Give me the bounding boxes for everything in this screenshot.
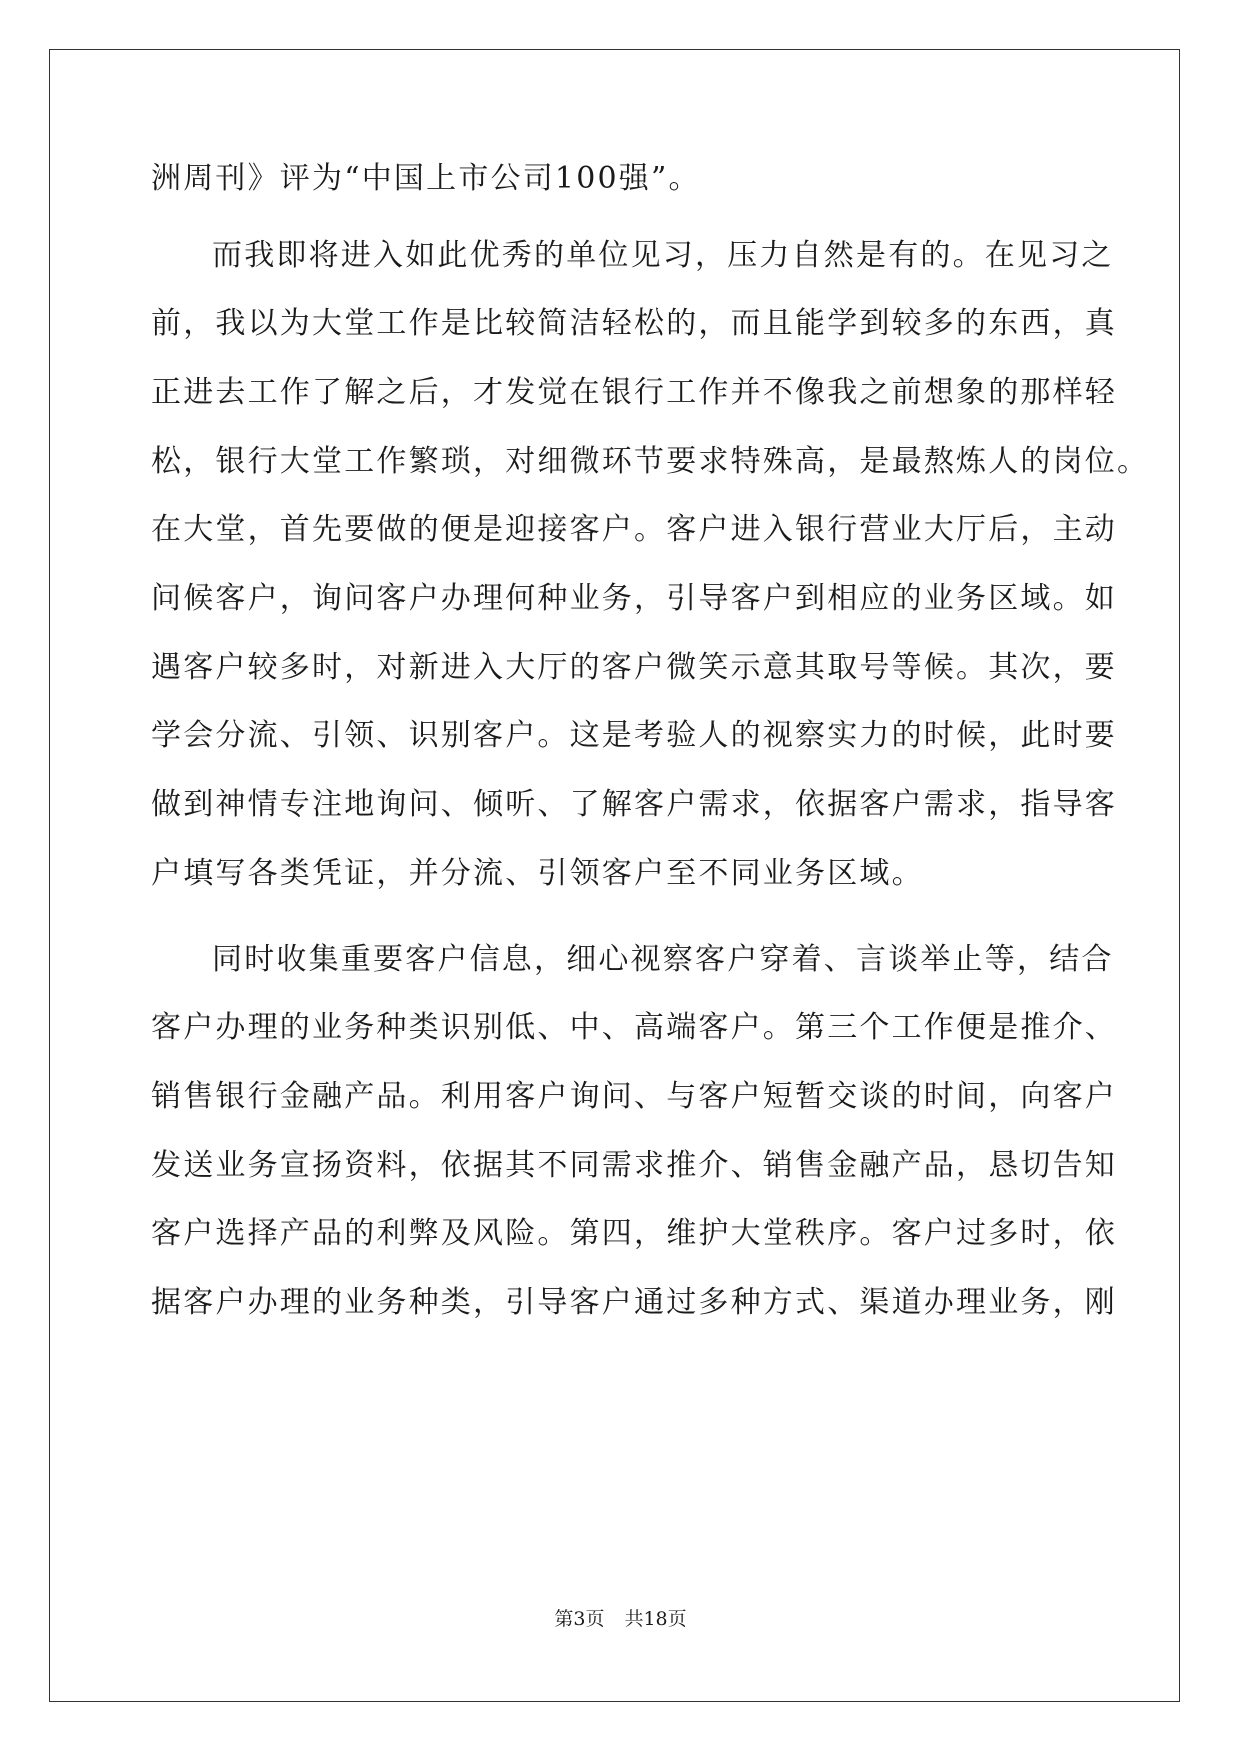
text-line: 洲周刊》评为“中国上市公司100强”。 (151, 161, 701, 196)
text-line: 客户办理的业务种类识别低、中、高端客户。第三个工作便是推介、 (151, 1010, 1117, 1045)
page-footer (0, 1607, 1241, 1631)
page-number: 第3页 (554, 1608, 605, 1630)
text-line: 户填写各类凭证，并分流、引领客户至不同业务区域。 (151, 856, 924, 891)
text-line: 学会分流、引领、识别客户。这是考验人的视察实力的时候，此时要 (151, 718, 1117, 753)
text-line: 遇客户较多时，对新进入大厅的客户微笑示意其取号等候。其次，要 (151, 650, 1117, 685)
text-line: 发送业务宣扬资料，依据其不同需求推介、销售金融产品，恳切告知 (151, 1148, 1117, 1183)
text-line: 销售银行金融产品。利用客户询问、与客户短暂交谈的时间，向客户 (151, 1079, 1117, 1114)
paragraph-first-line: 而我即将进入如此优秀的单位见习，压力自然是有的。在见习之 (212, 238, 1114, 273)
text-line: 松，银行大堂工作繁琐，对细微环节要求特殊高，是最熬炼人的岗位。 (151, 444, 1150, 479)
text-line: 问候客户，询问客户办理何种业务，引导客户到相应的业务区域。如 (151, 581, 1117, 616)
text-line: 客户选择产品的利弊及风险。第四，维护大堂秩序。客户过多时，依 (151, 1216, 1117, 1251)
text-line: 做到神情专注地询问、倾听、了解客户需求，依据客户需求，指导客 (151, 787, 1117, 822)
text-line: 在大堂，首先要做的便是迎接客户。客户进入银行营业大厅后，主动 (151, 512, 1117, 547)
text-line: 正进去工作了解之后，才发觉在银行工作并不像我之前想象的那样轻 (151, 375, 1117, 410)
text-line: 据客户办理的业务种类，引导客户通过多种方式、渠道办理业务，刚 (151, 1285, 1117, 1320)
page-total: 共18页 (624, 1608, 687, 1630)
text-line: 前，我以为大堂工作是比较简洁轻松的，而且能学到较多的东西，真 (151, 306, 1117, 341)
paragraph-first-line: 同时收集重要客户信息，细心视察客户穿着、言谈举止等，结合 (212, 942, 1114, 977)
